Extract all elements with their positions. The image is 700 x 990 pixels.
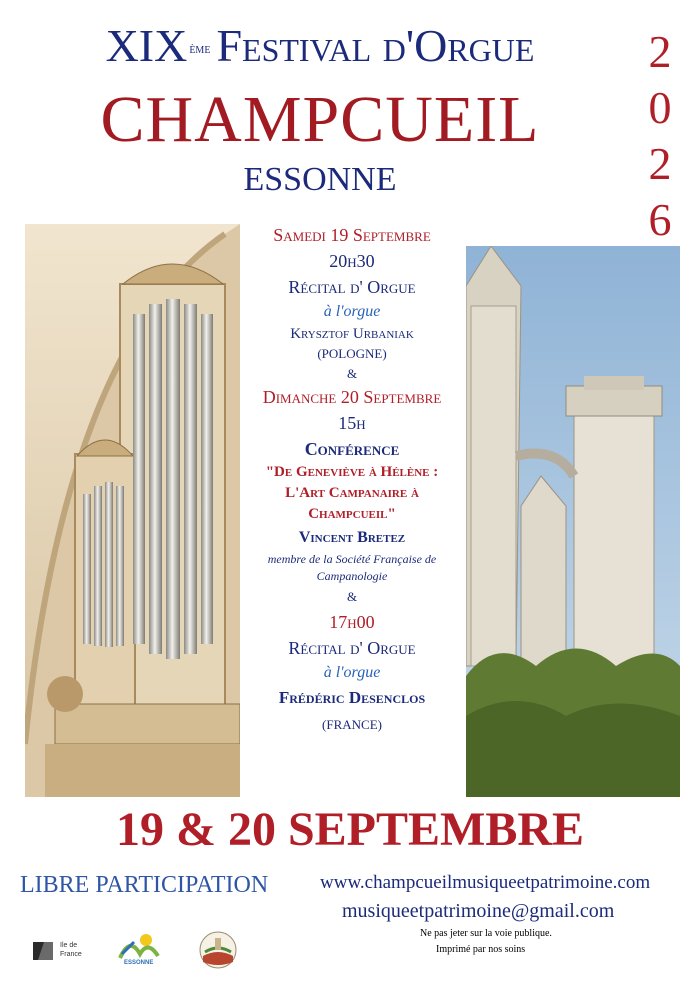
region-title: ESSONNE <box>243 161 397 198</box>
credit-agricole-logo <box>30 938 90 968</box>
program-event1: Récital d' Orgue <box>288 277 416 297</box>
city-title: CHAMPCUEIL <box>100 83 540 156</box>
note-no-littering: Ne pas jeter sur la voie publique. <box>420 928 552 939</box>
libre-participation: LIBRE PARTICIPATION <box>20 872 269 898</box>
email-link[interactable]: musiqueetpatrimoine@gmail.com <box>342 900 615 922</box>
program-talk-title-1: "De Geneviève à Hélène : <box>265 464 439 480</box>
program-time1: 20h30 <box>329 251 375 271</box>
program-talk-title-3: Champcueil" <box>308 506 396 522</box>
program-and2: & <box>346 589 358 604</box>
program-talk-title-2: L'Art Campanaire à <box>285 485 419 501</box>
year-digit: 6 <box>648 194 672 245</box>
festival-title <box>0 18 640 74</box>
year-vertical <box>640 24 680 248</box>
association-mark-icon <box>197 930 239 970</box>
program-speaker: Vincent Bretez <box>298 529 406 546</box>
program-day1: Samedi 19 Septembre <box>273 225 431 245</box>
organ-photo <box>25 224 240 797</box>
logo2-text: ESSONNE <box>124 960 154 966</box>
year-digit: 2 <box>648 138 672 189</box>
note-printed: Imprimé par nos soins <box>436 944 526 955</box>
program-performer1: Krysztof Urbaniak <box>290 326 414 342</box>
musique-patrimoine-logo <box>197 930 239 970</box>
ca-mark-icon <box>30 938 56 964</box>
logo1-line1: Ile de <box>60 942 78 949</box>
year-digit: 2 <box>648 26 672 77</box>
program-and1: & <box>346 366 358 381</box>
program-speaker-role-2: Campanologie <box>316 569 388 583</box>
essonne-mark-icon <box>116 932 162 962</box>
program-day2: Dimanche 20 Septembre <box>262 387 442 407</box>
website-link[interactable]: www.champcueilmusiqueetpatrimoine.com <box>320 872 651 893</box>
festival-name: Festival d'Orgue <box>216 20 535 71</box>
program-event3: Récital d' Orgue <box>288 638 416 658</box>
logo1-line2: France <box>60 951 82 958</box>
edition-suffix: ème <box>189 42 211 57</box>
program-organ-label1: à l'orgue <box>323 303 381 320</box>
program-time3: 17h00 <box>329 612 375 632</box>
church-photo <box>466 246 680 797</box>
program-performer3: Frédéric Desenclos <box>278 688 426 707</box>
program-time2: 15h <box>338 413 366 433</box>
program-speaker-role-1: membre de la Société Française de <box>267 552 437 566</box>
event-dates: 19 & 20 SEPTEMBRE <box>115 803 585 856</box>
edition-number: XIX <box>105 20 188 71</box>
essonne-logo <box>116 932 162 970</box>
program-organ-label3: à l'orgue <box>323 664 381 681</box>
program-event2: Conférence <box>304 439 400 459</box>
program-country1: (POLOGNE) <box>317 346 387 361</box>
program <box>232 222 472 739</box>
year-digit: 0 <box>648 82 672 133</box>
program-country3: (FRANCE) <box>322 717 382 732</box>
